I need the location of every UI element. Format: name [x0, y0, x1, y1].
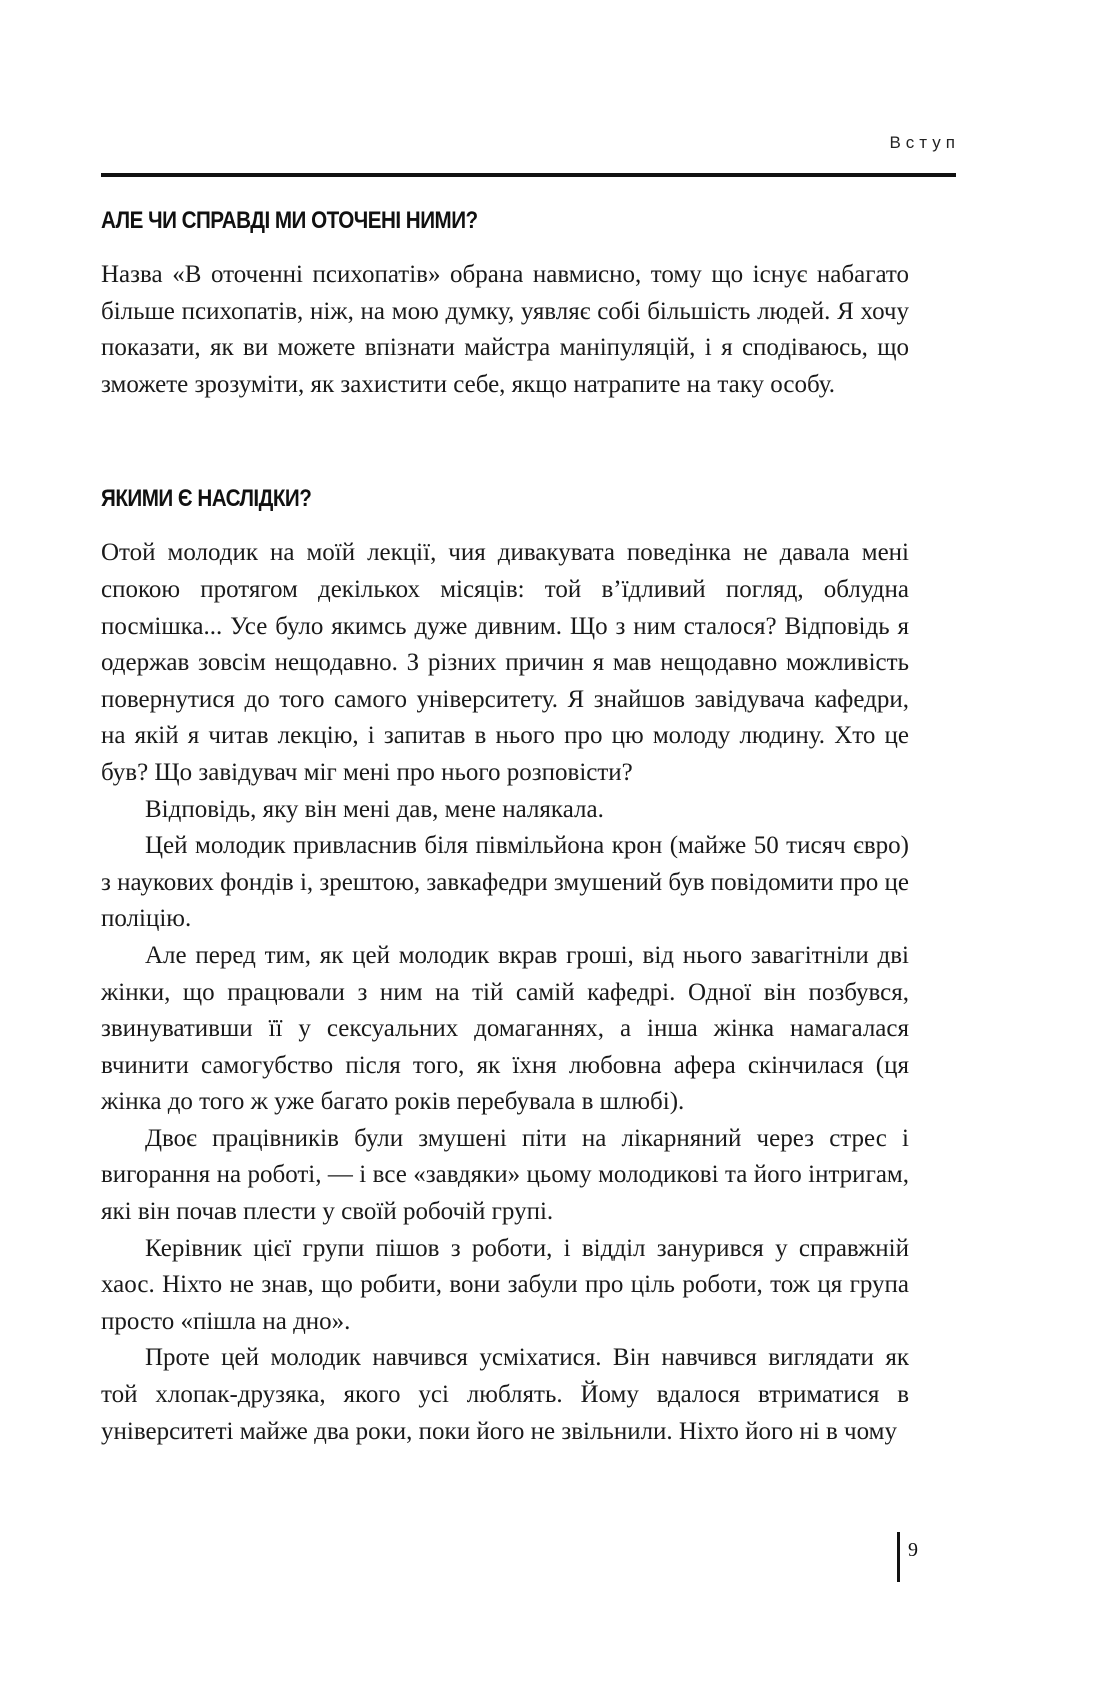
- folio-rule: [897, 1532, 900, 1582]
- section-heading: ЯКИМИ Є НАСЛІДКИ?: [101, 485, 312, 513]
- paragraph: Але перед тим, як цей молодик вкрав гроші, від нього завагітніли дві жінки, що працювали з ним на тій самій кафедрі. Одної він позбувся, звинувативши її у сексуальних домаганнях, а інша жінка намагалася вчинити самогубство після того, як їхня любовна афера скінчилася (ця жінка до того ж уже багато років перебувала в шлюбі).: [101, 941, 909, 1116]
- paragraph: Відповідь, яку він мені дав, мене налякала.: [145, 795, 604, 823]
- paragraph: Двоє працівників були змушені піти на лікарняний через стрес і вигорання на роботі, — і все «завдяки» цьому молодикові та його інтригам, які він почав плести у своїй робочій групі.: [101, 1124, 909, 1226]
- paragraph: Проте цей молодик навчився усміхатися. Він навчився виглядати як той хлопак-друзяка, якого усі люблять. Йому вдалося втриматися в університеті майже два роки, поки його не звільнили. Ніхто його ні в чому: [101, 1344, 909, 1445]
- page-number: 9: [908, 1539, 918, 1561]
- header-rule: [101, 173, 956, 177]
- section-heading: АЛЕ ЧИ СПРАВДІ МИ ОТОЧЕНІ НИМИ?: [101, 207, 478, 234]
- paragraph: Керівник цієї групи пішов з роботи, і відділ занурився у справжній хаос. Ніхто не знав, що робити, вони забули про ціль роботи, тож ця група просто «пішла на дно».: [101, 1234, 909, 1335]
- paragraph: Отой молодик на моїй лекції, чия дивакувата поведінка не давала мені спокою протягом декількох місяців: той в’їдливий погляд, облудна посмішка... Усе було якимсь дуже дивним. Що з ним сталося? Відповідь я одержав зовсім нещодавно. З різних причин я мав нещодавно можливість повернутися до того самого університету. Я знайшов завідувача кафедри, на якій я читав лекцію, і запитав в нього про цю молоду людину. Хто це був? Що завідувач міг мені про нього розповісти?: [101, 539, 909, 786]
- section-consequences: [101, 481, 909, 1450]
- paragraph: Цей молодик привласнив біля півмільйона крон (майже 50 тисяч євро) з наукових фондів і, зрештою, завкафедри змушений був повідомити про це поліцію.: [101, 832, 909, 933]
- section-surrounded: [101, 203, 909, 403]
- paragraph: Назва «В оточенні психопатів» обрана навмисно, тому що існує набагато більше психопатів, ніж, на мою думку, уявляє собі більшість людей. Я хочу показати, як ви можете впізнати майстра маніпуляцій, і я сподіваюсь, що зможете зрозуміти, як захистити себе, якщо натрапите на таку особу.: [101, 261, 909, 398]
- page-body: [101, 203, 909, 1450]
- running-head: Вступ: [889, 133, 960, 152]
